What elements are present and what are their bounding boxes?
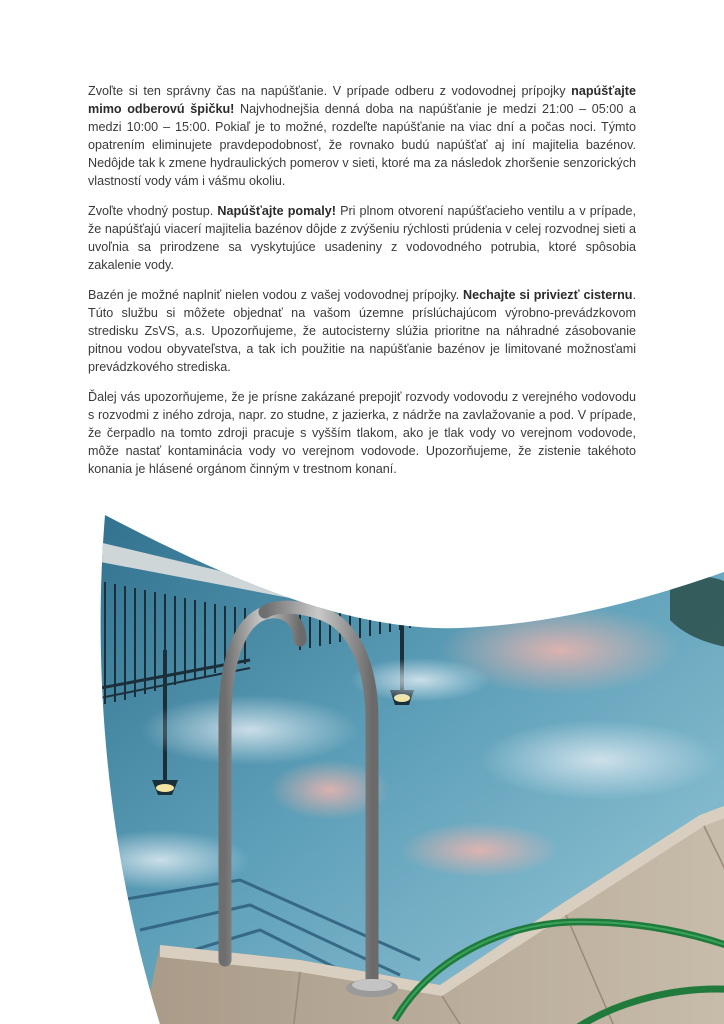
text-segment: Ďalej vás upozorňujeme, že je prísne zakázané prepojiť rozvody vodovodu z verejného vodovodu s rozvodmi z iného zdroja, napr. zo studne, z jazierka, z nádrže na zavlažovanie a pod. V prípade, že čerpadlo na tomto zdroji pracuje s vyšším tlakom, ako je tlak vody vo verejnom vodovode, môže nastať kontaminácia vody vo verejnom vodovode. Upozorňujeme, že zistenie takéhoto konania je hlásené orgánom činným v trestnom konaní. [88,390,636,476]
text-segment: . Túto službu si môžete objednať na vašom územne príslúchajúcom výrobno-prevádzkovom stredisku ZsVS, a.s. Upozorňujeme, že autocisterny slúžia prioritne na náhradné zásobovanie pitnou vodou obyvateľstva, a tak ich použitie na napúšťanie bazénov je limitované možnosťami prevádzkového strediska. [88,288,636,374]
text-segment: Najvhodnejšia denná doba na napúšťanie je medzi 21:00 – 05:00 a medzi 10:00 – 15:00. Pokiaľ je to možné, rozdeľte napúšťanie na viac dní a počas noci. Týmto opatrením eliminujete pravdepodobnosť, že rovnako budú napúšťať aj iní majitelia bazénov. Nedôjde tak k zmene hydraulických pomerov v sieti, ktoré ma za následok zhoršenie senzorických vlastností vody vám i vášmu okoliu. [88,102,636,188]
bold-highlight: napúšťajte mimo odberovú špičku! [88,84,636,116]
text-segment: Zvoľte vhodný postup. [88,204,218,218]
text-segment: Bazén je možné naplniť nielen vodou z vašej vodovodnej prípojky. [88,288,463,302]
bold-highlight: Nechajte si priviezť cisternu [462,288,633,302]
text-segment: Zvoľte si ten správny čas na napúšťanie. V prípade odberu z vodovodnej prípojky [88,84,572,98]
bold-highlight: Napúšťajte pomaly! [217,204,336,218]
text-segment: Pri plnom otvorení napúšťacieho ventilu a v prípade, že napúšťajú viacerí majitelia bazénov dôjde z zvýšeniu rýchlosti prúdenia v celej rozvodnej sieti a uvoľnia sa prirodzene sa vyskytujúce usadeniny z vodovodného potrubia, ktoré spôsobia zakalenie vody. [88,204,636,272]
